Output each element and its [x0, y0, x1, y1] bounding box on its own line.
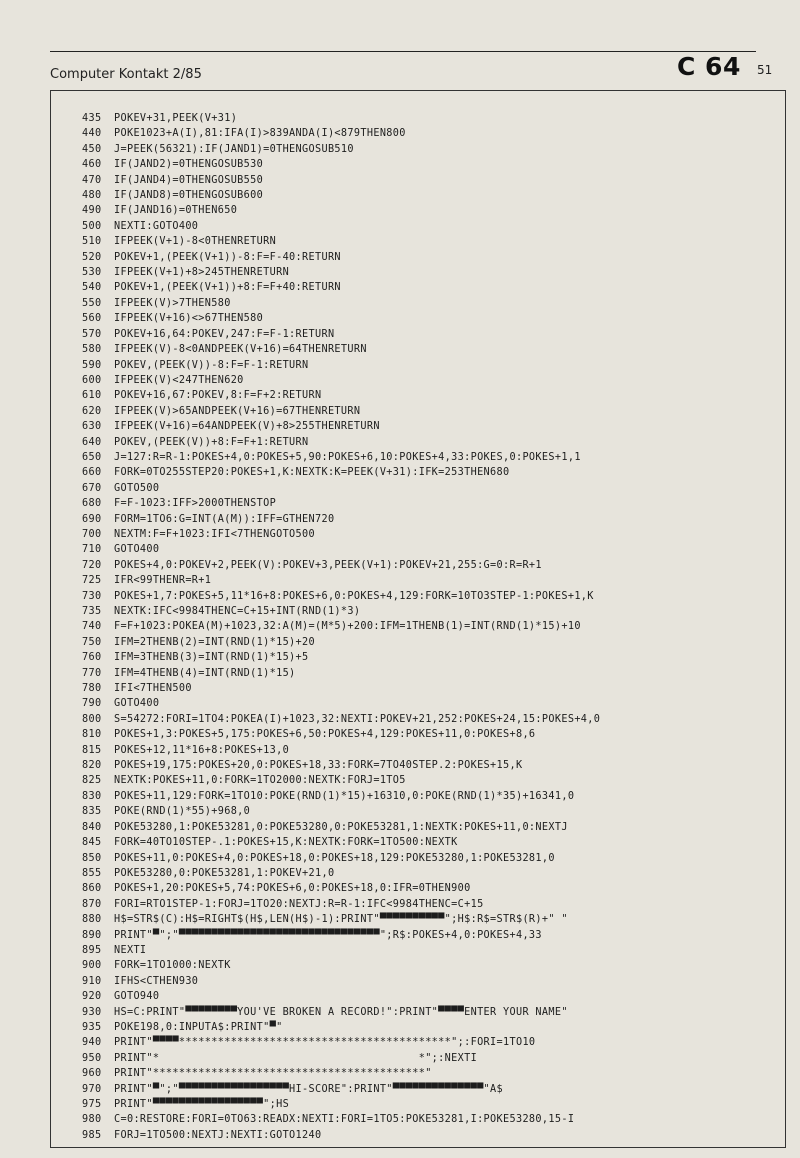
code-line	[82, 1066, 782, 1081]
line-number: 920	[82, 991, 102, 1003]
code-line	[82, 1082, 782, 1097]
code-text: IFPEEK(V)>7THEN580	[114, 297, 231, 309]
line-number: 780	[82, 683, 102, 695]
code-text: POKE198,0:INPUTA$:PRINT"▀"	[114, 1021, 283, 1033]
line-number: 500	[82, 220, 102, 232]
code-line	[82, 727, 782, 742]
line-number: 710	[82, 544, 102, 556]
code-line	[82, 989, 782, 1004]
code-text: PRINT"▀";"▀▀▀▀▀▀▀▀▀▀▀▀▀▀▀▀▀▀▀▀▀▀▀▀▀▀▀▀▀▀▀";R$:POKES+4,0:POKES+4,33	[114, 929, 542, 941]
code-line	[82, 465, 782, 480]
line-number: 980	[82, 1114, 102, 1126]
code-text: GOTO400	[114, 544, 160, 556]
line-number: 550	[82, 297, 102, 309]
line-number: 815	[82, 744, 102, 756]
line-number: 680	[82, 498, 102, 510]
code-text: GOTO940	[114, 991, 160, 1003]
line-number: 770	[82, 667, 102, 679]
code-text: IF(JAND16)=0THEN650	[114, 205, 238, 217]
code-text: IFPEEK(V+16)<>67THEN580	[114, 313, 264, 325]
basic-listing	[82, 111, 782, 1143]
code-line	[82, 1051, 782, 1066]
code-text: POKES+4,0:POKEV+2,PEEK(V):POKEV+3,PEEK(V+1):POKEV+21,255:G=0:R=R+1	[114, 559, 542, 571]
code-line	[82, 712, 782, 727]
code-text: POKES+1,20:POKES+5,74:POKES+6,0:POKES+18,0:IFR=0THEN900	[114, 883, 471, 895]
code-line	[82, 1035, 782, 1050]
code-text: POKEV,(PEEK(V))-8:F=F-1:RETURN	[114, 359, 309, 371]
code-line	[82, 450, 782, 465]
code-text: IFPEEK(V)>65ANDPEEK(V+16)=67THENRETURN	[114, 405, 361, 417]
line-number: 720	[82, 559, 102, 571]
line-number: 810	[82, 729, 102, 741]
line-number: 640	[82, 436, 102, 448]
line-number: 900	[82, 960, 102, 972]
line-number: 470	[82, 174, 102, 186]
code-text: IFPEEK(V+1)-8<0THENRETURN	[114, 236, 277, 248]
code-text: IFHS<CTHEN930	[114, 975, 199, 987]
line-number: 620	[82, 405, 102, 417]
code-text: POKEV,(PEEK(V))+8:F=F+1:RETURN	[114, 436, 309, 448]
code-text: FORI=RTO1STEP-1:FORJ=1TO20:NEXTJ:R=R-1:IFC<9984THENC=C+15	[114, 898, 484, 910]
line-number: 750	[82, 636, 102, 648]
code-line	[82, 1005, 782, 1020]
code-text: POKEV+1,(PEEK(V+1))+8:F=F+40:RETURN	[114, 282, 341, 294]
code-text: POKE53280,0:POKE53281,1:POKEV+21,0	[114, 867, 335, 879]
code-line	[82, 573, 782, 588]
code-line	[82, 928, 782, 943]
code-line	[82, 835, 782, 850]
line-number: 570	[82, 328, 102, 340]
line-number: 975	[82, 1099, 102, 1110]
line-number: 950	[82, 1052, 102, 1064]
page-number: 51	[757, 63, 773, 77]
code-line	[82, 773, 782, 788]
line-number: 600	[82, 374, 102, 386]
code-text: POKE53280,1:POKE53281,0:POKE53280,0:POKE53281,1:NEXTK:POKES+11,0:NEXTJ	[114, 821, 568, 833]
line-number: 855	[82, 867, 102, 879]
line-number: 880	[82, 914, 102, 926]
line-number: 910	[82, 975, 102, 987]
code-text: POKES+1,7:POKES+5,11*16+8:POKES+6,0:POKES+4,129:FORK=10TO3STEP-1:POKES+1,K	[114, 590, 594, 602]
code-line	[82, 912, 782, 927]
code-text: J=PEEK(56321):IF(JAND1)=0THENGOSUB510	[114, 143, 354, 155]
line-number: 850	[82, 852, 102, 864]
line-number: 800	[82, 713, 102, 725]
code-text: NEXTI:GOTO400	[114, 220, 199, 232]
code-line	[82, 1128, 782, 1143]
line-number: 825	[82, 775, 102, 787]
code-line	[82, 958, 782, 973]
line-number: 895	[82, 944, 102, 956]
code-line	[82, 619, 782, 634]
code-text: GOTO400	[114, 698, 160, 710]
code-text: GOTO500	[114, 482, 160, 494]
code-line	[82, 1097, 782, 1112]
line-number: 830	[82, 790, 102, 802]
line-number: 890	[82, 929, 102, 941]
code-line	[82, 280, 782, 295]
code-line	[82, 804, 782, 819]
code-line	[82, 758, 782, 773]
code-text: IFPEEK(V+16)=64ANDPEEK(V)+8>255THENRETURN	[114, 421, 380, 433]
code-line	[82, 173, 782, 188]
code-text: FORK=1TO1000:NEXTK	[114, 960, 231, 972]
code-text: H$=STR$(C):H$=RIGHT$(H$,LEN(H$)-1):PRINT"▀▀▀▀▀▀▀▀▀▀";H$:R$=STR$(R)+" "	[114, 914, 568, 926]
code-text: POKE1023+A(I),81:IFA(I)>839ANDA(I)<879THEN800	[114, 128, 406, 140]
code-text: IFI<7THEN500	[114, 683, 192, 695]
code-text: POKE(RND(1)*55)+968,0	[114, 806, 251, 818]
code-line	[82, 496, 782, 511]
code-text: FORK=40TO10STEP-.1:POKES+15,K:NEXTK:FORK=1TO500:NEXTK	[114, 837, 458, 849]
line-number: 835	[82, 806, 102, 818]
line-number: 840	[82, 821, 102, 833]
code-line	[82, 943, 782, 958]
code-text: POKES+19,175:POKES+20,0:POKES+18,33:FORK=7TO40STEP.2:POKES+15,K	[114, 760, 523, 772]
code-text: PRINT"▀▀▀▀******************************************";:FORI=1TO10	[114, 1037, 536, 1049]
code-line	[82, 527, 782, 542]
code-line	[82, 296, 782, 311]
line-number: 790	[82, 698, 102, 710]
code-text: NEXTM:F=F+1023:IFI<7THENGOTO500	[114, 528, 315, 540]
code-text: IF(JAND4)=0THENGOSUB550	[114, 174, 264, 186]
code-text: IF(JAND8)=0THENGOSUB600	[114, 190, 264, 202]
code-text: IFM=2THENB(2)=INT(RND(1)*15)+20	[114, 636, 315, 648]
code-text: IFR<99THENR=R+1	[114, 575, 212, 587]
code-line	[82, 327, 782, 342]
code-line	[82, 311, 782, 326]
line-number: 530	[82, 267, 102, 279]
header-rule	[50, 51, 756, 52]
code-line	[82, 820, 782, 835]
line-number: 450	[82, 143, 102, 155]
line-number: 860	[82, 883, 102, 895]
code-line	[82, 126, 782, 141]
code-line	[82, 157, 782, 172]
code-text: NEXTK:IFC<9984THENC=C+15+INT(RND(1)*3)	[114, 606, 361, 617]
code-line	[82, 1020, 782, 1035]
line-number: 590	[82, 359, 102, 371]
line-number: 985	[82, 1129, 102, 1141]
line-number: 610	[82, 390, 102, 402]
magazine-title: Computer Kontakt 2/85	[50, 67, 202, 82]
code-text: NEXTK:POKES+11,0:FORK=1TO2000:NEXTK:FORJ=1TO5	[114, 775, 406, 787]
section-title: C 64	[677, 52, 741, 81]
code-text: POKEV+16,67:POKEV,8:F=F+2:RETURN	[114, 390, 322, 402]
code-text: C=0:RESTORE:FORI=0TO63:READX:NEXTI:FORI=1TO5:POKE53281,I:POKE53280,15-I	[114, 1114, 575, 1126]
code-text: FORK=0TO255STEP20:POKES+1,K:NEXTK:K=PEEK(V+31):IFK=253THEN680	[114, 467, 510, 479]
code-line	[82, 897, 782, 912]
code-line	[82, 373, 782, 388]
code-line	[82, 743, 782, 758]
code-text: IFPEEK(V)-8<0ANDPEEK(V+16)=64THENRETURN	[114, 344, 367, 356]
line-number: 960	[82, 1068, 102, 1080]
line-number: 660	[82, 467, 102, 479]
code-line	[82, 219, 782, 234]
code-text: PRINT"▀▀▀▀▀▀▀▀▀▀▀▀▀▀▀▀▀";HS	[114, 1099, 290, 1110]
code-text: IFPEEK(V+1)+8>245THENRETURN	[114, 267, 290, 279]
code-line	[82, 250, 782, 265]
code-line	[82, 542, 782, 557]
line-number: 580	[82, 344, 102, 356]
line-number: 510	[82, 236, 102, 248]
code-text: IFPEEK(V)<247THEN620	[114, 374, 244, 386]
code-line	[82, 696, 782, 711]
code-text: FORJ=1TO500:NEXTJ:NEXTI:GOTO1240	[114, 1129, 322, 1141]
code-line	[82, 188, 782, 203]
line-number: 740	[82, 621, 102, 633]
code-text: POKEV+31,PEEK(V+31)	[114, 113, 238, 124]
code-text: HS=C:PRINT"▀▀▀▀▀▀▀▀YOU'VE BROKEN A RECORD!":PRINT"▀▀▀▀ENTER YOUR NAME"	[114, 1006, 568, 1018]
line-number: 970	[82, 1083, 102, 1095]
code-text: PRINT"******************************************"	[114, 1068, 432, 1080]
code-text: PRINT"▀";"▀▀▀▀▀▀▀▀▀▀▀▀▀▀▀▀▀HI-SCORE":PRINT"▀▀▀▀▀▀▀▀▀▀▀▀▀▀"A$	[114, 1083, 504, 1095]
code-text: J=127:R=R-1:POKES+4,0:POKES+5,90:POKES+6,10:POKES+4,33:POKES,0:POKES+1,1	[114, 451, 581, 463]
line-number: 700	[82, 528, 102, 540]
code-line	[82, 265, 782, 280]
code-text: NEXTI	[114, 944, 147, 956]
line-number: 820	[82, 760, 102, 772]
line-number: 930	[82, 1006, 102, 1018]
line-number: 935	[82, 1021, 102, 1033]
line-number: 540	[82, 282, 102, 294]
code-line	[82, 650, 782, 665]
code-line	[82, 388, 782, 403]
code-text: IF(JAND2)=0THENGOSUB530	[114, 159, 264, 171]
code-text: POKES+1,3:POKES+5,175:POKES+6,50:POKES+4,129:POKES+11,0:POKES+8,6	[114, 729, 536, 741]
code-text: IFM=4THENB(4)=INT(RND(1)*15)	[114, 667, 296, 679]
code-line	[82, 666, 782, 681]
code-text: POKEV+1,(PEEK(V+1))-8:F=F-40:RETURN	[114, 251, 341, 263]
code-line	[82, 851, 782, 866]
code-line	[82, 234, 782, 249]
code-line	[82, 203, 782, 218]
code-text: F=F+1023:POKEA(M)+1023,32:A(M)=(M*5)+200:IFM=1THENB(1)=INT(RND(1)*15)+10	[114, 621, 581, 633]
code-text: S=54272:FORI=1TO4:POKEA(I)+1023,32:NEXTI:POKEV+21,252:POKES+24,15:POKES+4,0	[114, 713, 601, 725]
line-number: 490	[82, 205, 102, 217]
line-number: 725	[82, 575, 102, 587]
code-line	[82, 435, 782, 450]
code-line	[82, 111, 782, 126]
code-line	[82, 142, 782, 157]
line-number: 690	[82, 513, 102, 525]
code-text: POKES+11,0:POKES+4,0:POKES+18,0:POKES+18,129:POKE53280,1:POKE53281,0	[114, 852, 555, 864]
line-number: 940	[82, 1037, 102, 1049]
code-text: POKES+12,11*16+8:POKES+13,0	[114, 744, 290, 756]
code-line	[82, 558, 782, 573]
code-text: FORM=1TO6:G=INT(A(M)):IFF=GTHEN720	[114, 513, 335, 525]
line-number: 435	[82, 113, 102, 124]
code-line	[82, 404, 782, 419]
line-number: 760	[82, 652, 102, 664]
code-text: POKEV+16,64:POKEV,247:F=F-1:RETURN	[114, 328, 335, 340]
line-number: 630	[82, 421, 102, 433]
code-text: F=F-1023:IFF>2000THENSTOP	[114, 498, 277, 510]
code-line	[82, 974, 782, 989]
code-line	[82, 589, 782, 604]
code-line	[82, 358, 782, 373]
line-number: 480	[82, 190, 102, 202]
code-text: IFM=3THENB(3)=INT(RND(1)*15)+5	[114, 652, 309, 664]
code-line	[82, 866, 782, 881]
code-line	[82, 512, 782, 527]
code-line	[82, 681, 782, 696]
code-line	[82, 419, 782, 434]
code-line	[82, 1112, 782, 1127]
code-line	[82, 481, 782, 496]
code-text: PRINT"* *";:NEXTI	[114, 1052, 478, 1064]
line-number: 650	[82, 451, 102, 463]
code-line	[82, 635, 782, 650]
code-line	[82, 604, 782, 619]
code-text: POKES+11,129:FORK=1TO10:POKE(RND(1)*15)+16310,0:POKE(RND(1)*35)+16341,0	[114, 790, 575, 802]
line-number: 670	[82, 482, 102, 494]
code-line	[82, 342, 782, 357]
line-number: 560	[82, 313, 102, 325]
line-number: 440	[82, 128, 102, 140]
code-line	[82, 789, 782, 804]
line-number: 730	[82, 590, 102, 602]
line-number: 735	[82, 606, 102, 617]
code-line	[82, 881, 782, 896]
line-number: 460	[82, 159, 102, 171]
line-number: 520	[82, 251, 102, 263]
line-number: 845	[82, 837, 102, 849]
line-number: 870	[82, 898, 102, 910]
